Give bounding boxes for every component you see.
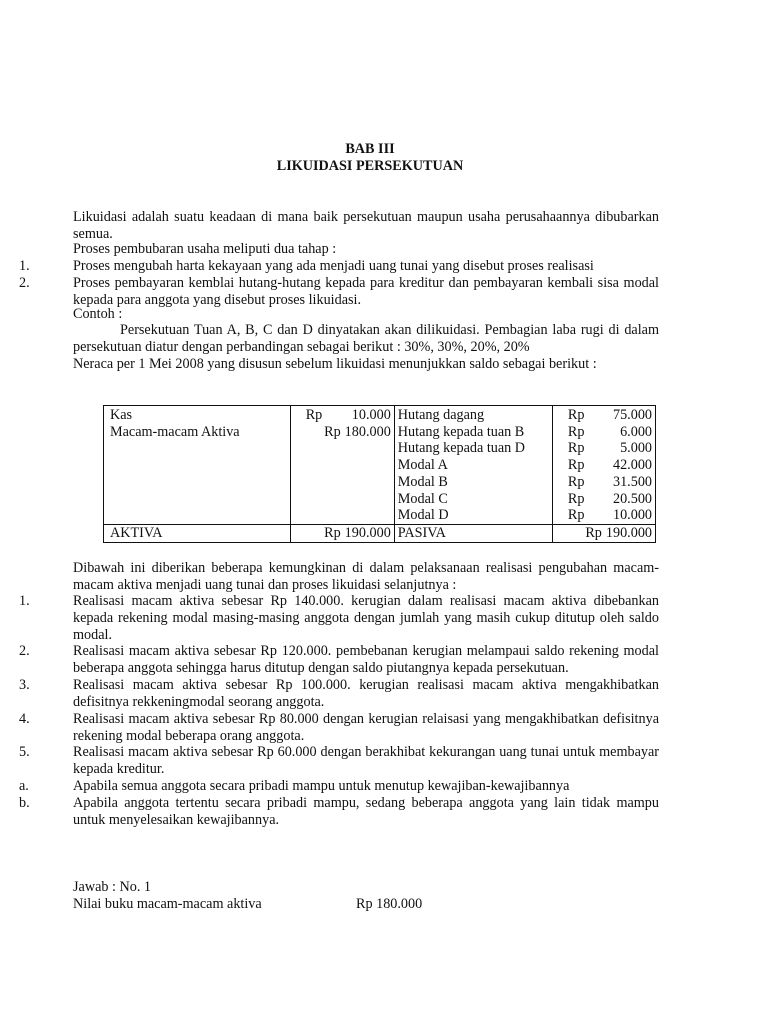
table-total-row bbox=[104, 524, 656, 542]
asset-amount: 180.000 bbox=[344, 423, 391, 440]
liability-amount-cell bbox=[552, 457, 655, 474]
asset-total-cell bbox=[290, 524, 394, 542]
scenario-item bbox=[19, 711, 659, 745]
book-value-amount: Rp 180.000 bbox=[356, 896, 423, 912]
liability-amount: 6.000 bbox=[620, 423, 652, 440]
table-row bbox=[104, 440, 656, 457]
currency-label: Rp bbox=[324, 423, 341, 440]
scenario-text: Realisasi macam aktiva sebesar Rp 100.000. kerugian realisasi macam aktiva mengakhibatkan defisitnya rekkeningmodal seorang anggota. bbox=[73, 677, 659, 710]
asset-label bbox=[104, 491, 291, 508]
chapter-heading: BAB III bbox=[345, 141, 395, 157]
list-marker: b. bbox=[19, 795, 30, 811]
liability-amount: 20.500 bbox=[612, 490, 652, 507]
liability-total-label: PASIVA bbox=[394, 524, 552, 542]
list-marker: 5. bbox=[19, 744, 30, 760]
table-row bbox=[104, 474, 656, 491]
liability-label: Hutang kepada tuan B bbox=[394, 424, 552, 441]
table-row bbox=[104, 491, 656, 508]
asset-label bbox=[104, 440, 291, 457]
scenario-text: Realisasi macam aktiva sebesar Rp 60.000 dengan berakhibat kekurangan uang tunai untuk membayar kepada kreditur. bbox=[73, 744, 659, 777]
scenario-text: Realisasi macam aktiva sebesar Rp 140.000. kerugian dalam realisasi macam aktiva dibebankan kepada rekening modal masing-masing anggota dengan jumlah yang masih cukup ditutup oleh saldo modal. bbox=[73, 593, 659, 643]
table-row bbox=[104, 406, 656, 424]
scenario-item bbox=[19, 778, 659, 795]
currency-label: Rp bbox=[585, 524, 602, 541]
list-marker: 1. bbox=[19, 258, 30, 274]
currency-label: Rp bbox=[567, 457, 585, 474]
asset-amount-cell bbox=[290, 474, 394, 491]
liability-amount-cell bbox=[552, 424, 655, 441]
liability-amount-cell bbox=[552, 474, 655, 491]
asset-amount-cell bbox=[290, 440, 394, 457]
list-marker: 3. bbox=[19, 677, 30, 693]
list-marker: 1. bbox=[19, 593, 30, 609]
page-title: LIKUIDASI PERSEKUTUAN bbox=[276, 158, 464, 174]
scenario-text: Apabila semua anggota secara pribadi mampu untuk menutup kewajiban-kewajibannya bbox=[73, 778, 570, 794]
liability-total-amount: 190.000 bbox=[605, 524, 652, 541]
scenario-item bbox=[19, 795, 659, 829]
currency-label: Rp bbox=[567, 507, 585, 524]
asset-amount-cell bbox=[290, 424, 394, 441]
stages-intro: Proses pembubaran usaha meliputi dua tahap : bbox=[73, 241, 337, 257]
liability-amount: 75.000 bbox=[612, 407, 652, 423]
liability-label: Modal B bbox=[394, 474, 552, 491]
asset-label: Macam-macam Aktiva bbox=[104, 424, 291, 441]
list-marker: 4. bbox=[19, 711, 30, 727]
currency-label: Rp bbox=[567, 473, 585, 490]
asset-amount-cell bbox=[290, 406, 394, 424]
asset-label: Kas bbox=[104, 406, 291, 424]
liability-amount: 42.000 bbox=[612, 457, 652, 474]
liability-label: Hutang kepada tuan D bbox=[394, 440, 552, 457]
liability-label: Modal A bbox=[394, 457, 552, 474]
list-marker: 2. bbox=[19, 275, 30, 291]
currency-label: Rp bbox=[567, 423, 585, 440]
liability-label: Hutang dagang bbox=[394, 406, 552, 424]
currency-label: Rp bbox=[324, 524, 341, 541]
example-paragraph: Persekutuan Tuan A, B, C dan D dinyatakan akan dilikuidasi. Pembagian laba rugi di dalam persekutuan diatur dengan perbandingan sebagai berikut : 30%, 30%, 20%, 20% bbox=[73, 322, 659, 355]
stage-text: Proses pembayaran kemblai hutang-hutang kepada para kreditur dan pembayaran kembali sisa modal kepada para anggota yang disebut proses likuidasi. bbox=[73, 275, 659, 308]
scenario-item bbox=[19, 593, 659, 644]
scenario-text: Realisasi macam aktiva sebesar Rp 80.000 dengan kerugian relaisasi yang mengakhibatkan defisitnya rekening modal beberapa orang anggota. bbox=[73, 711, 659, 744]
table-row bbox=[104, 457, 656, 474]
currency-label: Rp bbox=[567, 407, 585, 423]
liability-amount: 31.500 bbox=[612, 473, 652, 490]
liability-amount-cell bbox=[552, 507, 655, 524]
asset-total-label: AKTIVA bbox=[104, 524, 291, 542]
liability-amount-cell bbox=[552, 440, 655, 457]
currency-label: Rp bbox=[567, 440, 585, 457]
currency-label: Rp bbox=[305, 407, 323, 423]
asset-amount-cell bbox=[290, 507, 394, 524]
asset-amount-cell bbox=[290, 457, 394, 474]
scenarios-intro: Dibawah ini diberikan beberapa kemungkinan di dalam pelaksanaan realisasi pengubahan macam-macam aktiva menjadi uang tunai dan proses likuidasi selanjutnya : bbox=[73, 560, 659, 593]
liability-amount: 10.000 bbox=[612, 507, 652, 524]
liability-label: Modal D bbox=[394, 507, 552, 524]
asset-label bbox=[104, 507, 291, 524]
asset-label bbox=[104, 474, 291, 491]
scenario-item bbox=[19, 677, 659, 711]
asset-label bbox=[104, 457, 291, 474]
stage-item bbox=[19, 275, 659, 309]
liability-amount: 5.000 bbox=[620, 440, 652, 457]
scenario-item bbox=[19, 643, 659, 677]
liability-amount-cell bbox=[552, 491, 655, 508]
asset-total-amount: 190.000 bbox=[344, 524, 391, 541]
book-value-label: Nilai buku macam-macam aktiva bbox=[73, 896, 262, 912]
balance-sheet-table bbox=[103, 405, 656, 543]
scenario-text: Apabila anggota tertentu secara pribadi mampu, sedang beberapa anggota yang lain tidak mampu untuk menyelesaikan kewajibannya. bbox=[73, 795, 659, 828]
liability-total-cell bbox=[552, 524, 655, 542]
list-marker: a. bbox=[19, 778, 29, 794]
asset-amount: 10.000 bbox=[351, 407, 391, 423]
liability-amount-cell bbox=[552, 406, 655, 424]
scenario-item bbox=[19, 744, 659, 778]
answer-label: Jawab : No. 1 bbox=[73, 879, 152, 895]
stage-item bbox=[19, 258, 659, 275]
table-row bbox=[104, 507, 656, 524]
asset-amount-cell bbox=[290, 491, 394, 508]
definition-paragraph: Likuidasi adalah suatu keadaan di mana baik persekutuan maupun usaha perusahaannya dibubarkan semua. bbox=[73, 209, 659, 242]
stage-text: Proses mengubah harta kekayaan yang ada menjadi uang tunai yang disebut proses realisasi bbox=[73, 258, 594, 274]
balance-intro: Neraca per 1 Mei 2008 yang disusun sebelum likuidasi menunjukkan saldo sebagai berikut : bbox=[73, 356, 597, 372]
example-label: Contoh : bbox=[73, 306, 123, 322]
table-row bbox=[104, 424, 656, 441]
scenario-text: Realisasi macam aktiva sebesar Rp 120.000. pembebanan kerugian melampaui saldo rekening modal beberapa anggota sehingga harus ditutup dengan saldo piutangnya kepada persekutuan. bbox=[73, 643, 659, 676]
liability-label: Modal C bbox=[394, 491, 552, 508]
currency-label: Rp bbox=[567, 490, 585, 507]
list-marker: 2. bbox=[19, 643, 30, 659]
